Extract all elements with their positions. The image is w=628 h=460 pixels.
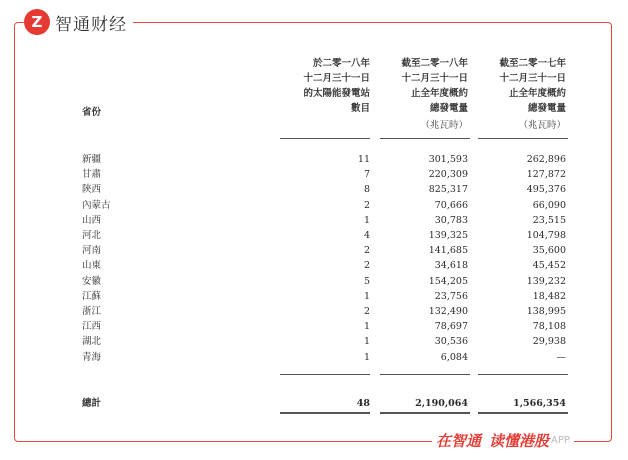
row-generation-2018: 30,783 bbox=[434, 214, 468, 226]
row-count: 1 bbox=[363, 290, 370, 302]
row-generation-2018: 6,084 bbox=[440, 351, 468, 363]
row-province: 山東 bbox=[82, 260, 102, 272]
row-generation-2017: 127,872 bbox=[526, 169, 566, 181]
table-row bbox=[0, 213, 628, 228]
row-count: 2 bbox=[363, 306, 370, 317]
row-generation-2018: 34,618 bbox=[434, 260, 468, 272]
row-count: 7 bbox=[363, 169, 370, 181]
row-generation-2017: 66,090 bbox=[532, 199, 566, 211]
table-row bbox=[0, 319, 628, 334]
total-2018: 2,190,064 bbox=[415, 398, 468, 409]
row-count: 1 bbox=[363, 351, 370, 363]
row-generation-2017: 45,452 bbox=[532, 260, 566, 272]
row-province: 河南 bbox=[82, 245, 102, 257]
brand-logo bbox=[24, 7, 133, 37]
footer-slogan bbox=[432, 430, 574, 451]
row-province: 新疆 bbox=[82, 154, 102, 165]
table-row bbox=[0, 198, 628, 213]
row-count: 4 bbox=[363, 230, 370, 241]
total-rule-count bbox=[280, 412, 370, 414]
row-generation-2017: — bbox=[556, 351, 566, 363]
row-generation-2017: 495,376 bbox=[526, 184, 566, 196]
row-generation-2017: 138,995 bbox=[526, 306, 566, 317]
header-generation-2018: 截至二零一八年 十二月三十一日 止全年度概約 總發電量 bbox=[401, 58, 468, 114]
total-2017: 1,566,354 bbox=[513, 398, 566, 409]
row-generation-2017: 139,232 bbox=[526, 275, 566, 287]
header-station-count: 於二零一八年 十二月三十一日 的太陽能發電站 數目 bbox=[303, 58, 370, 114]
row-generation-2018: 70,666 bbox=[434, 199, 468, 211]
row-generation-2017: 35,600 bbox=[532, 245, 566, 257]
row-count: 1 bbox=[363, 336, 370, 348]
row-generation-2018: 220,309 bbox=[428, 169, 468, 181]
row-generation-2017: 29,938 bbox=[532, 336, 566, 348]
row-generation-2018: 154,205 bbox=[428, 275, 468, 287]
row-generation-2018: 301,593 bbox=[428, 154, 468, 165]
total-row bbox=[0, 396, 628, 411]
row-generation-2018: 825,317 bbox=[428, 184, 468, 196]
row-generation-2018: 30,536 bbox=[434, 336, 468, 348]
table-row bbox=[0, 228, 628, 243]
unit-2017: （兆瓦時） bbox=[518, 120, 566, 131]
row-generation-2018: 141,685 bbox=[428, 245, 468, 257]
subtotal-rule-2018 bbox=[380, 374, 470, 375]
row-generation-2018: 139,325 bbox=[428, 230, 468, 241]
total-label: 總計 bbox=[82, 398, 102, 409]
row-count: 1 bbox=[363, 321, 370, 333]
row-count: 11 bbox=[357, 154, 370, 165]
total-count: 48 bbox=[356, 398, 370, 409]
total-rule-2017 bbox=[478, 412, 568, 414]
table-row bbox=[0, 274, 628, 289]
row-count: 8 bbox=[363, 184, 370, 196]
table-row bbox=[0, 243, 628, 258]
row-generation-2017: 104,798 bbox=[526, 230, 566, 241]
slogan-part-b: 读懂港股 bbox=[489, 432, 550, 450]
row-generation-2018: 78,697 bbox=[434, 321, 468, 333]
header-rule-count bbox=[280, 138, 370, 139]
row-count: 5 bbox=[363, 275, 370, 287]
table-row bbox=[0, 350, 628, 365]
slogan-app-label: APP bbox=[551, 435, 570, 446]
row-generation-2017: 18,482 bbox=[532, 290, 566, 302]
row-province: 河北 bbox=[82, 230, 102, 241]
row-province: 甘肅 bbox=[82, 169, 102, 181]
brand-name: 智通财经 bbox=[55, 14, 127, 35]
row-generation-2017: 262,896 bbox=[526, 154, 566, 165]
row-province: 山西 bbox=[82, 214, 102, 226]
row-generation-2018: 23,756 bbox=[434, 290, 468, 302]
logo-mark-icon: Z bbox=[24, 9, 50, 35]
header-rule-2018 bbox=[380, 138, 470, 139]
row-count: 1 bbox=[363, 214, 370, 226]
header-rule-2017 bbox=[478, 138, 568, 139]
table-row bbox=[0, 304, 628, 319]
row-province: 安徽 bbox=[82, 275, 102, 287]
table-row bbox=[0, 258, 628, 273]
table-row bbox=[0, 167, 628, 182]
row-province: 青海 bbox=[82, 351, 102, 363]
header-province: 省份 bbox=[82, 107, 102, 118]
row-province: 內蒙古 bbox=[82, 199, 111, 211]
total-rule-2018 bbox=[380, 412, 470, 414]
row-count: 2 bbox=[363, 260, 370, 272]
row-generation-2017: 78,108 bbox=[532, 321, 566, 333]
subtotal-rule-count bbox=[280, 374, 370, 375]
row-province: 湖北 bbox=[82, 336, 102, 348]
slogan-part-a: 在智通 bbox=[436, 432, 482, 450]
unit-2018: （兆瓦時） bbox=[420, 120, 468, 131]
table-row bbox=[0, 152, 628, 167]
row-count: 2 bbox=[363, 199, 370, 211]
table-row bbox=[0, 182, 628, 197]
row-generation-2018: 132,490 bbox=[428, 306, 468, 317]
row-generation-2017: 23,515 bbox=[532, 214, 566, 226]
table-row bbox=[0, 334, 628, 349]
table-row bbox=[0, 289, 628, 304]
row-province: 江蘇 bbox=[82, 290, 102, 302]
header-generation-2017: 截至二零一七年 十二月三十一日 止全年度概約 總發電量 bbox=[499, 58, 566, 114]
subtotal-rule-2017 bbox=[478, 374, 568, 375]
row-province: 江西 bbox=[82, 321, 102, 333]
row-province: 浙江 bbox=[82, 306, 102, 317]
row-province: 陝西 bbox=[82, 184, 102, 196]
row-count: 2 bbox=[363, 245, 370, 257]
